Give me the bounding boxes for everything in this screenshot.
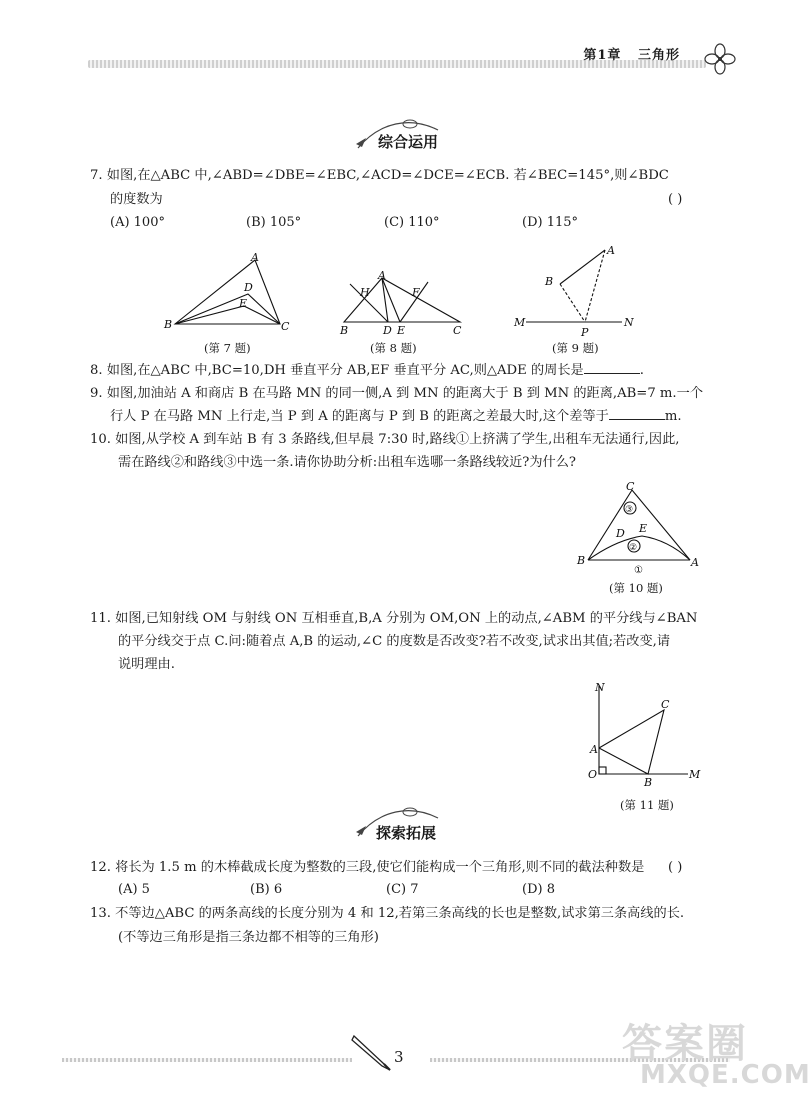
answer-paren-12: ( ) [668, 860, 683, 875]
fig11-label-n: N [595, 681, 605, 694]
option-12b: (B) 6 [250, 882, 283, 897]
answer-blank-8 [584, 359, 640, 374]
watermark-logo: 答案圈 [622, 1021, 748, 1067]
fig7-label-c: C [281, 320, 290, 333]
question-13-line1: 13. 不等边△ABC 的两条高线的长度分别为 4 和 12,若第三条高线的长也是整数,试求第三条高线的长. [90, 906, 685, 921]
fig10-label-d: D [616, 527, 625, 540]
figure-9-caption: (第 9 题) [552, 341, 599, 355]
question-10-line2: 需在路线②和路线③中选一条.请你协助分析:出租车选哪一条路线较近?为什么? [118, 455, 576, 470]
fig10-label-e: E [639, 522, 648, 535]
page-number: 3 [394, 1048, 404, 1066]
fig8-label-e: E [397, 324, 406, 337]
question-12-line1: 12. 将长为 1.5 m 的木棒截成长度为整数的三段,使它们能构成一个三角形,则不同的截法种数是 [90, 860, 645, 875]
fig11-label-b: B [644, 776, 653, 789]
fig8-label-c: C [453, 324, 462, 337]
question-8 [90, 359, 644, 382]
option-7b: (B) 105° [246, 215, 302, 230]
option-7c: (C) 110° [384, 215, 440, 230]
question-13-line2: (不等边三角形是指三条边都不相等的三角形) [118, 930, 379, 945]
fig9-label-m: M [514, 316, 526, 329]
question-7-line1: 7. 如图,在△ABC 中,∠ABD=∠DBE=∠EBC,∠ACD=∠DCE=∠ECB. 若∠BEC=145°,则∠BDC [90, 168, 669, 183]
figure-10-caption: (第 10 题) [609, 581, 663, 595]
fig7-label-d: D [244, 281, 253, 294]
answer-blank-9 [609, 405, 665, 420]
figure-8-caption: (第 8 题) [370, 341, 417, 355]
chapter-number: 第1章 [583, 48, 622, 63]
figure-11-diagram [584, 680, 702, 792]
question-9-line1: 9. 如图,加油站 A 和商店 B 在马路 MN 的同一侧,A 到 MN 的距离大于 B 到 MN 的距离,AB=7 m.一个 [90, 386, 704, 401]
fig9-label-b: B [545, 275, 554, 288]
option-7d: (D) 115° [522, 215, 579, 230]
fig7-label-b: B [164, 318, 173, 331]
option-12a: (A) 5 [118, 882, 150, 897]
fig8-label-b: B [340, 324, 349, 337]
fig7-label-a: A [251, 251, 259, 264]
chapter-header [583, 44, 680, 63]
fig9-label-n: N [624, 316, 634, 329]
fig10-label-3: ③ [625, 505, 634, 515]
fig7-label-e: E [239, 297, 248, 310]
fig9-label-a: A [607, 244, 615, 257]
fig8-label-f: F [412, 286, 420, 299]
question-7-line2: 的度数为 [110, 192, 163, 207]
option-12d: (D) 8 [522, 882, 555, 897]
option-12c: (C) 7 [386, 882, 419, 897]
fig8-label-h: H [360, 286, 370, 299]
fig10-label-2: ② [629, 543, 638, 553]
figure-11-caption: (第 11 题) [620, 798, 674, 812]
chapter-title: 三角形 [637, 48, 680, 63]
section-title-apply: 综合运用 [378, 133, 439, 151]
figure-8-diagram [336, 268, 470, 338]
fig9-label-p: P [581, 326, 589, 339]
fig8-label-d: D [383, 324, 392, 337]
fig11-label-m: M [689, 768, 701, 781]
answer-paren-7: ( ) [668, 192, 683, 207]
fig11-label-a: A [590, 743, 598, 756]
fig8-label-a: A [378, 269, 386, 282]
question-9-line2 [110, 405, 682, 428]
question-9-text: 行人 P 在马路 MN 上行走,当 P 到 A 的距离与 P 到 B 的距离之差最大时,这个差等于 [110, 409, 609, 424]
figure-7-diagram [160, 248, 300, 338]
fig10-label-1: ① [634, 565, 643, 576]
question-9-end: m. [664, 409, 682, 424]
question-11-line1: 11. 如图,已知射线 OM 与射线 ON 互相垂直,B,A 分别为 OM,ON 上的动点,∠ABM 的平分线与∠BAN [90, 611, 698, 626]
question-11-line3: 说明理由. [118, 657, 175, 672]
question-8-text: 8. 如图,在△ABC 中,BC=10,DH 垂直平分 AB,EF 垂直平分 AC,则△ADE 的周长是 [90, 363, 584, 378]
fig11-label-o: O [588, 768, 598, 781]
question-11-line2: 的平分线交于点 C.问:随着点 A,B 的运动,∠C 的度数是否改变?若不改变,试求出其值;若改变,请 [118, 634, 671, 649]
clover-icon [703, 42, 737, 76]
question-8-end: . [639, 363, 644, 378]
figure-10-diagram [576, 478, 700, 574]
fig10-label-b: B [577, 554, 586, 567]
fig10-label-c: C [626, 480, 635, 493]
footer-rule-left [62, 1058, 352, 1062]
fig11-label-c: C [661, 698, 670, 711]
watermark-url: MXQE.COM [640, 1060, 811, 1090]
question-10-line1: 10. 如图,从学校 A 到车站 B 有 3 条路线,但早晨 7:30 时,路线①上挤满了学生,出租车无法通行,因此, [90, 432, 680, 447]
pen-icon [350, 1030, 400, 1074]
option-7a: (A) 100° [110, 215, 165, 230]
figure-7-caption: (第 7 题) [204, 341, 251, 355]
section-title-explore: 探索拓展 [376, 824, 437, 842]
fig10-label-a: A [691, 556, 699, 569]
figure-9-diagram [510, 244, 640, 338]
